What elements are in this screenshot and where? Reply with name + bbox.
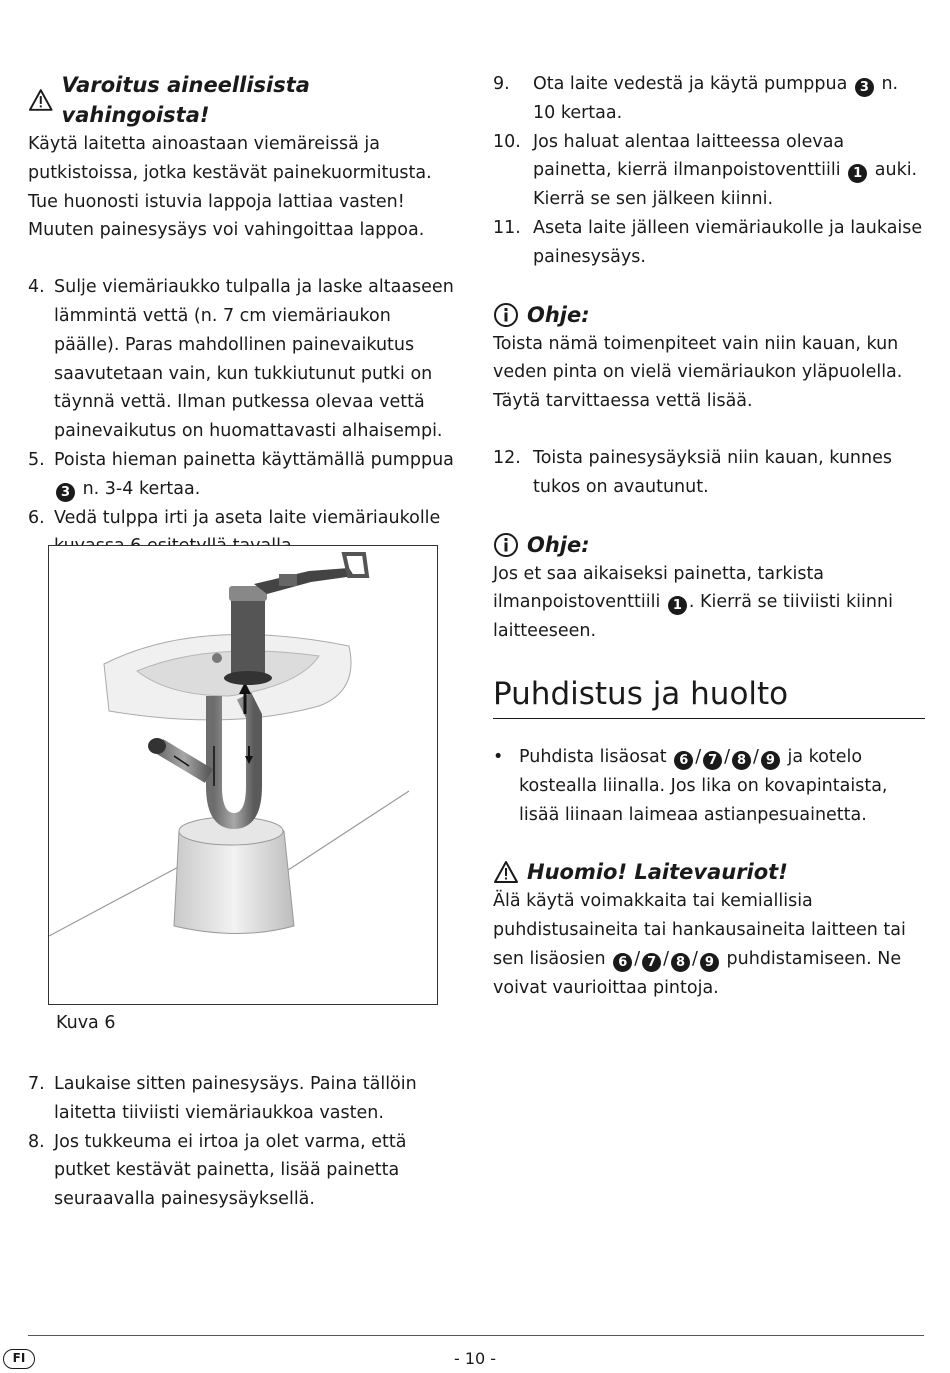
note-text-part: . Kierrä se tiiviisti kiinni laitteeseen.	[493, 592, 893, 642]
steps-list	[28, 1070, 458, 1214]
note-title: Ohje:	[527, 302, 590, 327]
left-column	[28, 70, 458, 561]
part-number-badge: 9	[700, 953, 719, 972]
note-text-part: Jos et saa aikaiseksi painetta, tarkista ilmanpoistoventtiili	[493, 563, 825, 613]
step-number: 6.	[28, 507, 45, 528]
warning-triangle-icon	[28, 88, 54, 112]
list-item	[28, 1070, 458, 1128]
step-text-part: Jos haluat alentaa laitteessa olevaa painetta, kierrä ilmanpoistoventtiili	[533, 131, 845, 181]
note-title: Ohje:	[527, 532, 590, 557]
info-icon	[493, 302, 519, 328]
drain-cleaner-illustration	[49, 546, 437, 1004]
step-text: Jos tukkeuma ei irtoa ja olet varma, että putket kestävät painetta, lisää painetta seuraavalla painesysäyksellä.	[54, 1131, 407, 1210]
bullet-text: Puhdista lisäosat 6 / 7 / 8 / 9 ja kotelo kostealla liinalla. Jos lika on kovapintaista, lisää liinaan laimeaa astianpesuainetta.	[519, 746, 888, 825]
list-item	[493, 128, 925, 214]
bullet-text-part: ja kotelo kostealla liinalla. Jos lika on kovapintaista, lisää liinaan laimeaa astianpesuainetta.	[519, 746, 888, 825]
warning-text: Älä käytä voimakkaita tai kemiallisia puhdistusaineita tai hankausaineita laitteen tai sen lisäosien 6 / 7 / 8 / 9 puhdistamiseen. Ne voivat vaurioittaa pintoja.	[493, 891, 906, 998]
note-text	[493, 560, 925, 646]
part-number-badge: 6	[613, 953, 632, 972]
step-number: 12.	[493, 447, 521, 468]
bullet-text-part: Puhdista lisäosat	[519, 746, 667, 767]
list-item	[493, 214, 925, 272]
step-text: Laukaise sitten painesysäys. Paina tällöin laitetta tiiviisti viemäriaukkoa vasten.	[54, 1074, 417, 1123]
part-number-badge: 9	[761, 751, 780, 770]
list-item	[493, 743, 925, 829]
warning-text-part: puhdistamiseen. Ne voivat vaurioittaa pintoja.	[493, 948, 902, 998]
list-item	[28, 1128, 458, 1214]
list-item	[28, 446, 458, 504]
section-title: Puhdistus ja huolto	[493, 674, 925, 719]
step-number: 10.	[493, 131, 521, 152]
step-number: 11.	[493, 217, 521, 238]
step-text: Vedä tulppa irti ja aseta laite viemäriaukolle	[54, 507, 441, 528]
warning-heading	[28, 70, 458, 130]
step-number: 9.	[493, 74, 510, 94]
step-text: Sulje viemäriaukko tulpalla ja laske altaaseen lämmintä vettä (n. 7 cm viemäriaukon päälle). Paras mahdollinen painevaikutus saavutetaan vain, kun tukkiutunut putki on täynnä vettä. Ilman putkessa olevaa vettä painevaikutus on huomattavasti alhaisempi.	[54, 277, 454, 442]
part-number-badge: 1	[668, 596, 687, 615]
figure-illustration	[48, 545, 438, 1005]
step-text-part: n. 10 kertaa.	[533, 74, 899, 123]
steps-list	[493, 444, 925, 502]
step-text-part: n. 3-4 kertaa.	[82, 478, 201, 499]
warning-text: Käytä laitetta ainoastaan viemäreissä ja putkistoissa, jotka kestävät painekuormitusta. Tue huonosti istuvia lappoja lattiaa vasten! Muuten painesysäys voi vahingoittaa lappoa.	[28, 134, 432, 241]
warning-title: Huomio! Laitevauriot!	[527, 860, 788, 885]
note-heading	[493, 300, 925, 330]
step-text	[533, 70, 925, 128]
step-number: 4.	[28, 277, 45, 298]
warning-title: Varoitus aineellisista vahingoista!	[61, 73, 310, 127]
figure-caption: Kuva 6	[56, 1013, 116, 1033]
step-number: 8.	[28, 1131, 45, 1152]
part-number-badge: 3	[855, 78, 874, 97]
warning-triangle-icon	[493, 860, 519, 884]
warning-heading	[493, 857, 925, 887]
note-heading	[493, 530, 925, 560]
step-text-part: Ota laite vedestä ja käytä pumppua	[533, 74, 848, 94]
steps-list	[493, 70, 925, 272]
right-column	[493, 70, 925, 1003]
part-number-badge: 1	[848, 164, 867, 183]
part-number-badge: 6	[674, 751, 693, 770]
step-text-part: auki. Kierrä se sen jälkeen kiinni.	[533, 160, 918, 210]
step-text: Aseta laite jälleen viemäriaukolle ja laukaise painesysäys.	[533, 217, 923, 267]
step-text	[533, 128, 925, 214]
step-text: Toista painesysäyksiä niin kauan, kunnes tukos on avautunut.	[533, 447, 892, 497]
footer-divider	[28, 1335, 924, 1336]
step-text-part: Poista hieman painetta käyttämällä pumppua	[54, 449, 454, 470]
part-number-badge: 8	[732, 751, 751, 770]
list-item	[28, 273, 458, 446]
step-text	[54, 446, 458, 504]
step-number: 7.	[28, 1074, 45, 1094]
bullet-dot: •	[493, 746, 504, 767]
language-badge: FI	[3, 1349, 35, 1369]
step-number: 5.	[28, 449, 45, 470]
steps-list	[28, 273, 458, 561]
page-number: - 10 -	[453, 1349, 497, 1368]
note-text: Toista nämä toimenpiteet vain niin kauan, kun veden pinta on vielä viemäriaukon yläpuolella. Täytä tarvittaessa vettä lisää.	[493, 333, 903, 412]
part-number-badge: 8	[671, 953, 690, 972]
left-column-bottom	[28, 1070, 458, 1214]
part-number-badge: 3	[56, 483, 75, 502]
info-icon	[493, 532, 519, 558]
warning-text-part: Älä käytä voimakkaita tai kemiallisia puhdistusaineita tai hankausaineita laitteen tai sen lisäosien	[493, 891, 906, 969]
part-number-badge: 7	[703, 751, 722, 770]
list-item	[493, 444, 925, 502]
part-number-badge: 7	[642, 953, 661, 972]
list-item	[493, 70, 925, 128]
